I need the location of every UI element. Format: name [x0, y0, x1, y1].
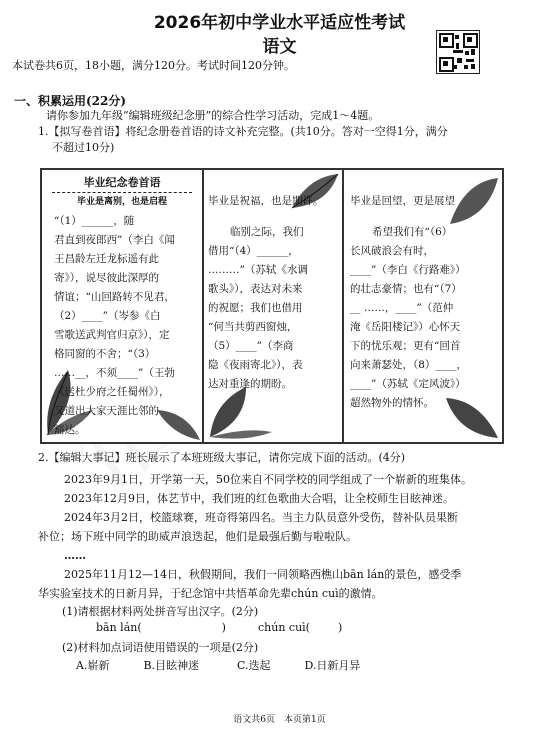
pinyin-2-label: chún cuì(	[258, 621, 310, 634]
panel-right-line: 毕业是回望，更是展望	[350, 195, 455, 207]
panel-left-line: 君直到夜郎西”（李白《闻	[54, 234, 175, 246]
preface-panel-right	[342, 168, 504, 444]
event-item: 2025年11月12—14日，秋假期间，我们一同领略西樵山bān lán的景色，感受季	[64, 568, 462, 581]
panel-left-title: 毕业纪念卷首语	[83, 176, 161, 189]
panel-middle-line: （5）____”（李商	[208, 340, 294, 352]
panel-middle-line: 毕业是祝福，也是期许。	[208, 195, 324, 207]
panel-left-line: ……__，不须____”（王勃	[54, 367, 175, 379]
option-c[interactable]: C.迭起	[237, 659, 271, 672]
panel-right-line: 向来萧瑟处，（8）____，	[350, 359, 467, 371]
panel-middle-line: 借用“（4）______，	[208, 245, 299, 257]
panel-right-line: ____”（李白《行路难》）	[350, 264, 466, 276]
panel-middle-line: “何当共剪西窗烛，	[208, 321, 298, 333]
panel-right-line: 长风破浪会有时，	[350, 245, 434, 257]
qr-code-icon	[436, 30, 480, 74]
preface-panel-left	[40, 168, 204, 444]
subject-title: 语文	[262, 37, 297, 57]
sub-question-2: (2)材料加点词语使用错误的一项是(2分)	[62, 641, 259, 654]
panel-middle-line: 隐《夜雨寄北》），表	[208, 359, 303, 371]
panel-left-line: 豁达。	[54, 424, 86, 436]
exam-note: 本试卷共6页，18小题，满分120分。考试时间120分钟。	[12, 59, 295, 72]
panel-right-line: __ ……，____”（范仲	[350, 302, 454, 314]
question-1-line-1: 1.【拟写卷首语】将纪念册卷首语的诗文补充完整。(共10分。答对一空得1分，满分	[38, 125, 448, 138]
panel-left-line: 王昌龄左迁龙标遥有此	[54, 253, 159, 265]
panel-left-line: 雪歌送武判官归京》），定	[54, 329, 170, 341]
panel-right-line: ____”（苏轼《定风波》）	[350, 378, 466, 390]
panel-middle-line: ………”（苏轼《水调	[208, 264, 308, 276]
panel-middle-line: 的祝愿；我们也借用	[208, 302, 303, 314]
panel-right-line: 的壮志豪情；也有“（7）	[350, 283, 462, 295]
panel-left-line: 又道出大家天涯比邻的	[54, 405, 159, 417]
panel-left-line: 寄》），说尽彼此深厚的	[54, 272, 159, 284]
event-item: 2023年9月1日，开学第一天，50位来自不同学校的同学组成了一个崭新的班集体。	[64, 473, 472, 486]
panel-right-line: 淹《岳阳楼记》）心怀天	[350, 321, 461, 333]
question-2-heading: 2.【编辑大事记】班长展示了本班班级大事记，请你完成下面的活动。(4分)	[38, 451, 406, 464]
event-ellipsis: ……	[64, 549, 86, 562]
section-intro: 请你参加九年级“编辑班级纪念册”的综合性学习活动，完成1～4题。	[46, 109, 380, 122]
event-item: 2023年12月9日，体艺节中，我们班的红色歌曲大合唱，让全校师生目眩神迷。	[64, 492, 454, 505]
pinyin-1-label: bān lán(	[96, 621, 142, 634]
sub-question-1: (1)请根据材料两处拼音写出汉字。(2分)	[62, 605, 259, 618]
page-footer: 语文共6页 本页第1页	[233, 715, 326, 725]
pinyin-1-close: )	[221, 621, 226, 634]
panel-middle-text	[208, 192, 338, 394]
panel-middle-line: 临别之际，我们	[230, 226, 304, 238]
exam-title: 2026年初中学业水平适应性考试	[153, 13, 406, 33]
option-b[interactable]: B.目眩神迷	[143, 659, 200, 672]
section-heading: 一、积累运用(22分)	[14, 94, 127, 108]
event-item: 补位；场下班中同学的助威声浪迭起，他们是最强后勤与啦啦队。	[38, 530, 357, 543]
panel-right-line: 希望我们有“（6）	[372, 226, 453, 238]
option-a[interactable]: A.崭新	[76, 659, 110, 672]
option-d[interactable]: D.日新月异	[304, 659, 361, 672]
panel-left-line: （2）____”（岑参《白	[54, 310, 161, 322]
event-item: 2024年3月2日，校篮球赛，班奇得第四名。当主力队员意外受伤，替补队员果断	[64, 511, 458, 524]
pinyin-2-close: )	[337, 621, 343, 634]
question-2-events	[38, 470, 548, 603]
panel-left-line: “（1）______，随	[54, 215, 135, 227]
options-row	[76, 658, 516, 674]
panel-right-line: 下的忧乐观；更有“回首	[350, 340, 461, 352]
event-item: 华实验室技术的日新月异，于纪念馆中共悟革命先辈chún cuì的激情。	[38, 587, 383, 600]
panel-left-subtitle: 毕业是离别，也是启程	[76, 197, 167, 207]
pinyin-answer-2	[258, 620, 342, 636]
panel-middle-line: 歌头》），表达对未来	[208, 283, 303, 295]
panel-right-line: 超然物外的情怀。	[350, 397, 434, 409]
panel-left-line: 《送杜少府之任蜀州》），	[54, 386, 170, 398]
panel-right-text	[350, 192, 496, 413]
panel-middle-line: 达对重逢的期盼。	[208, 378, 292, 390]
panel-left-line: 情谊；“山回路转不见君，	[54, 291, 175, 303]
panel-left-line: 格同窗的不舍；“（3）	[54, 348, 156, 360]
pinyin-answer-1	[96, 620, 226, 636]
preface-panel-middle	[202, 168, 344, 444]
panel-left-text	[54, 212, 194, 440]
question-1-line-2: 不超过10分)	[52, 141, 115, 154]
